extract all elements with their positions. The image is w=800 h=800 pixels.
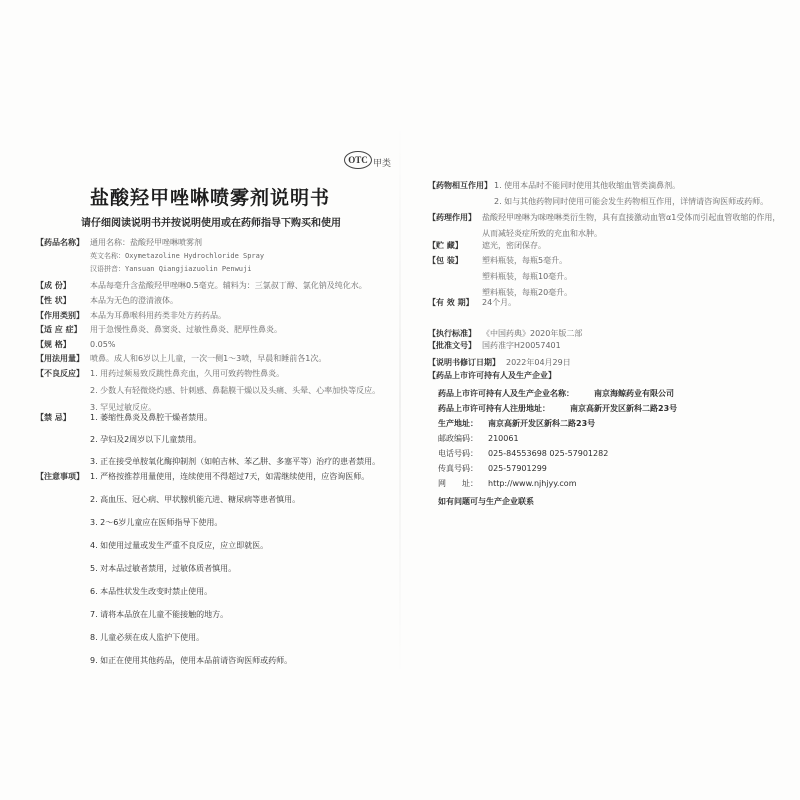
field-row [428, 341, 780, 357]
field-text: 《中国药典》2020年版二部 [482, 329, 583, 338]
company-value: 025-84553698 025-57901282 [488, 449, 609, 458]
field-row [36, 413, 388, 479]
field-row [428, 256, 780, 304]
field-text: 通用名称：盐酸羟甲唑啉喷雾剂 [90, 238, 202, 247]
field-text: 1. 用药过频易致反跳性鼻充血，久用可致药物性鼻炎。 [90, 369, 285, 378]
field-row [36, 472, 388, 679]
page-title: 盐酸羟甲唑啉喷雾剂说明书 [89, 187, 330, 209]
field-label: 【成 份】 [36, 281, 71, 290]
field-text: 1. 严格按推荐用量使用，连续使用不得超过7天，如需继续使用，应咨询医师。 [90, 472, 370, 481]
field-text: 国药准字H20057401 [482, 341, 561, 350]
field-text: 9. 如正在使用其他药品，使用本品前请咨询医师或药师。 [90, 656, 293, 665]
page-fold [399, 120, 401, 680]
field-text: 6. 本品性状发生改变时禁止使用。 [90, 587, 213, 596]
company-row [438, 478, 577, 489]
company-value: http://www.njhjyy.com [488, 479, 577, 488]
field-label: 【禁 忌】 [36, 413, 71, 422]
field-text: 2. 如与其他药物同时使用可能会发生药物相互作用，详情请咨询医师或药师。 [494, 197, 769, 206]
field-text: 塑料瓶装，每瓶5毫升。 [482, 256, 568, 265]
field-text: 24个月。 [482, 298, 517, 307]
company-key: 生产地址： [438, 419, 478, 428]
field-text: 1. 使用本品时不能同时使用其他收缩血管类滴鼻剂。 [494, 181, 681, 190]
field-text: 2. 高血压、冠心病、甲状腺机能亢进、糖尿病等患者慎用。 [90, 495, 301, 504]
field-label: 【药品名称】 [36, 238, 84, 247]
field-label: 【药品上市许可持有人及生产企业】 [428, 371, 556, 380]
field-label: 【作用类别】 [36, 311, 84, 320]
company-value: 南京海鲸药业有限公司 [594, 389, 674, 398]
field-label: 【包 装】 [428, 256, 463, 265]
field-row [428, 371, 780, 381]
company-row [438, 403, 677, 414]
field-label: 【贮 藏】 [428, 241, 463, 250]
otc-badge: OTC [344, 151, 372, 169]
field-label: 【用法用量】 [36, 354, 84, 363]
field-row [428, 298, 780, 314]
company-key: 药品上市许可持有人注册地址： [438, 404, 550, 413]
field-label: 【不良反应】 [36, 369, 84, 378]
field-row [428, 241, 780, 257]
field-text: 盐酸羟甲唑啉为咪唑啉类衍生物，具有直接激动血管α1受体而引起血管收缩的作用， [482, 213, 781, 222]
field-text: 用于急慢性鼻炎、鼻窦炎、过敏性鼻炎、肥厚性鼻炎。 [90, 325, 282, 334]
field-row [36, 311, 388, 325]
field-row [36, 281, 388, 295]
field-text: 遮光，密闭保存。 [482, 241, 546, 250]
company-key: 电话号码： [438, 449, 478, 458]
field-text: 3. 罕见过敏反应。 [90, 403, 157, 412]
field-label: 【适 应 症】 [36, 325, 82, 334]
company-row [438, 463, 547, 474]
field-text: 4. 如使用过量或发生严重不良反应，应立即就医。 [90, 541, 269, 550]
company-key: 邮政编码： [438, 434, 478, 443]
field-row [36, 354, 388, 368]
field-label: 【药理作用】 [428, 213, 476, 222]
company-value: 南京高新开发区新科二路23号 [488, 419, 596, 428]
field-text: 2022年04月29日 [506, 358, 571, 367]
field-label: 【规 格】 [36, 340, 71, 349]
field-text: 0.05% [90, 340, 116, 349]
field-label: 【药物相互作用】 [428, 181, 492, 190]
page-subtitle: 请仔细阅读说明书并按说明使用或在药师指导下购买和使用 [81, 218, 341, 229]
field-text: 2. 少数人有轻微烧灼感、针刺感、鼻黏膜干燥以及头痛、头晕、心率加快等反应。 [90, 386, 381, 395]
company-key: 药品上市许可持有人及生产企业名称： [438, 389, 574, 398]
company-value: 南京高新开发区新科二路23号 [570, 404, 678, 413]
field-text: 英文名称：Oxymetazoline Hydrochloride Spray [90, 252, 265, 260]
field-label: 【注意事项】 [36, 472, 84, 481]
field-text: 喷鼻。成人和6岁以上儿童，一次一侧1～3喷，早晨和睡前各1次。 [90, 354, 327, 363]
field-text: 1. 萎缩性鼻炎及鼻腔干燥者禁用。 [90, 413, 213, 422]
field-text: 3. 正在接受单胺氧化酶抑制剂（如帕吉林、苯乙肼、多塞平等）治疗的患者禁用。 [90, 457, 381, 466]
field-text: 塑料瓶装，每瓶10毫升。 [482, 272, 573, 281]
field-label: 【说明书修订日期】 [428, 358, 500, 367]
company-row [438, 448, 608, 459]
field-row [36, 325, 388, 339]
otc-class-label: 甲类 [373, 159, 392, 169]
field-label: 【有 效 期】 [428, 298, 474, 307]
field-row [36, 238, 388, 277]
company-key: 传真号码： [438, 464, 478, 473]
field-row [36, 296, 388, 310]
company-row [438, 418, 595, 429]
field-text: 塑料瓶装，每瓶20毫升。 [482, 288, 573, 297]
company-value: 025-57901299 [488, 464, 547, 473]
field-label: 【执行标准】 [428, 329, 476, 338]
company-key: 网 址： [438, 479, 478, 488]
field-text: 3. 2～6岁儿童应在医师指导下使用。 [90, 518, 223, 527]
field-text: 本品每毫升含盐酸羟甲唑啉0.5毫克。辅料为：三氯叔丁醇、氯化钠及纯化水。 [90, 281, 367, 290]
field-text: 本品为耳鼻喉科用药类非处方药药品。 [90, 311, 226, 320]
field-text: 汉语拼音：Yansuan Qiangjiazuolin Penwuji [90, 265, 252, 273]
field-text: 2. 孕妇及2周岁以下儿童禁用。 [90, 435, 202, 444]
field-label: 【批准文号】 [428, 341, 476, 350]
field-text: 本品为无色的澄清液体。 [90, 296, 178, 305]
company-row [438, 388, 674, 399]
company-value: 210061 [488, 434, 519, 443]
field-label: 【性 状】 [36, 296, 71, 305]
footer-note: 如有问题可与生产企业联系 [438, 497, 534, 506]
field-row [428, 181, 780, 213]
field-text: 8. 儿童必须在成人监护下使用。 [90, 633, 205, 642]
company-row [438, 433, 519, 444]
field-text: 5. 对本品过敏者禁用，过敏体质者慎用。 [90, 564, 237, 573]
field-text: 7. 请将本品放在儿童不能接触的地方。 [90, 610, 229, 619]
field-row [36, 340, 388, 354]
field-text: 从而减轻炎症所致的充血和水肿。 [482, 229, 602, 238]
